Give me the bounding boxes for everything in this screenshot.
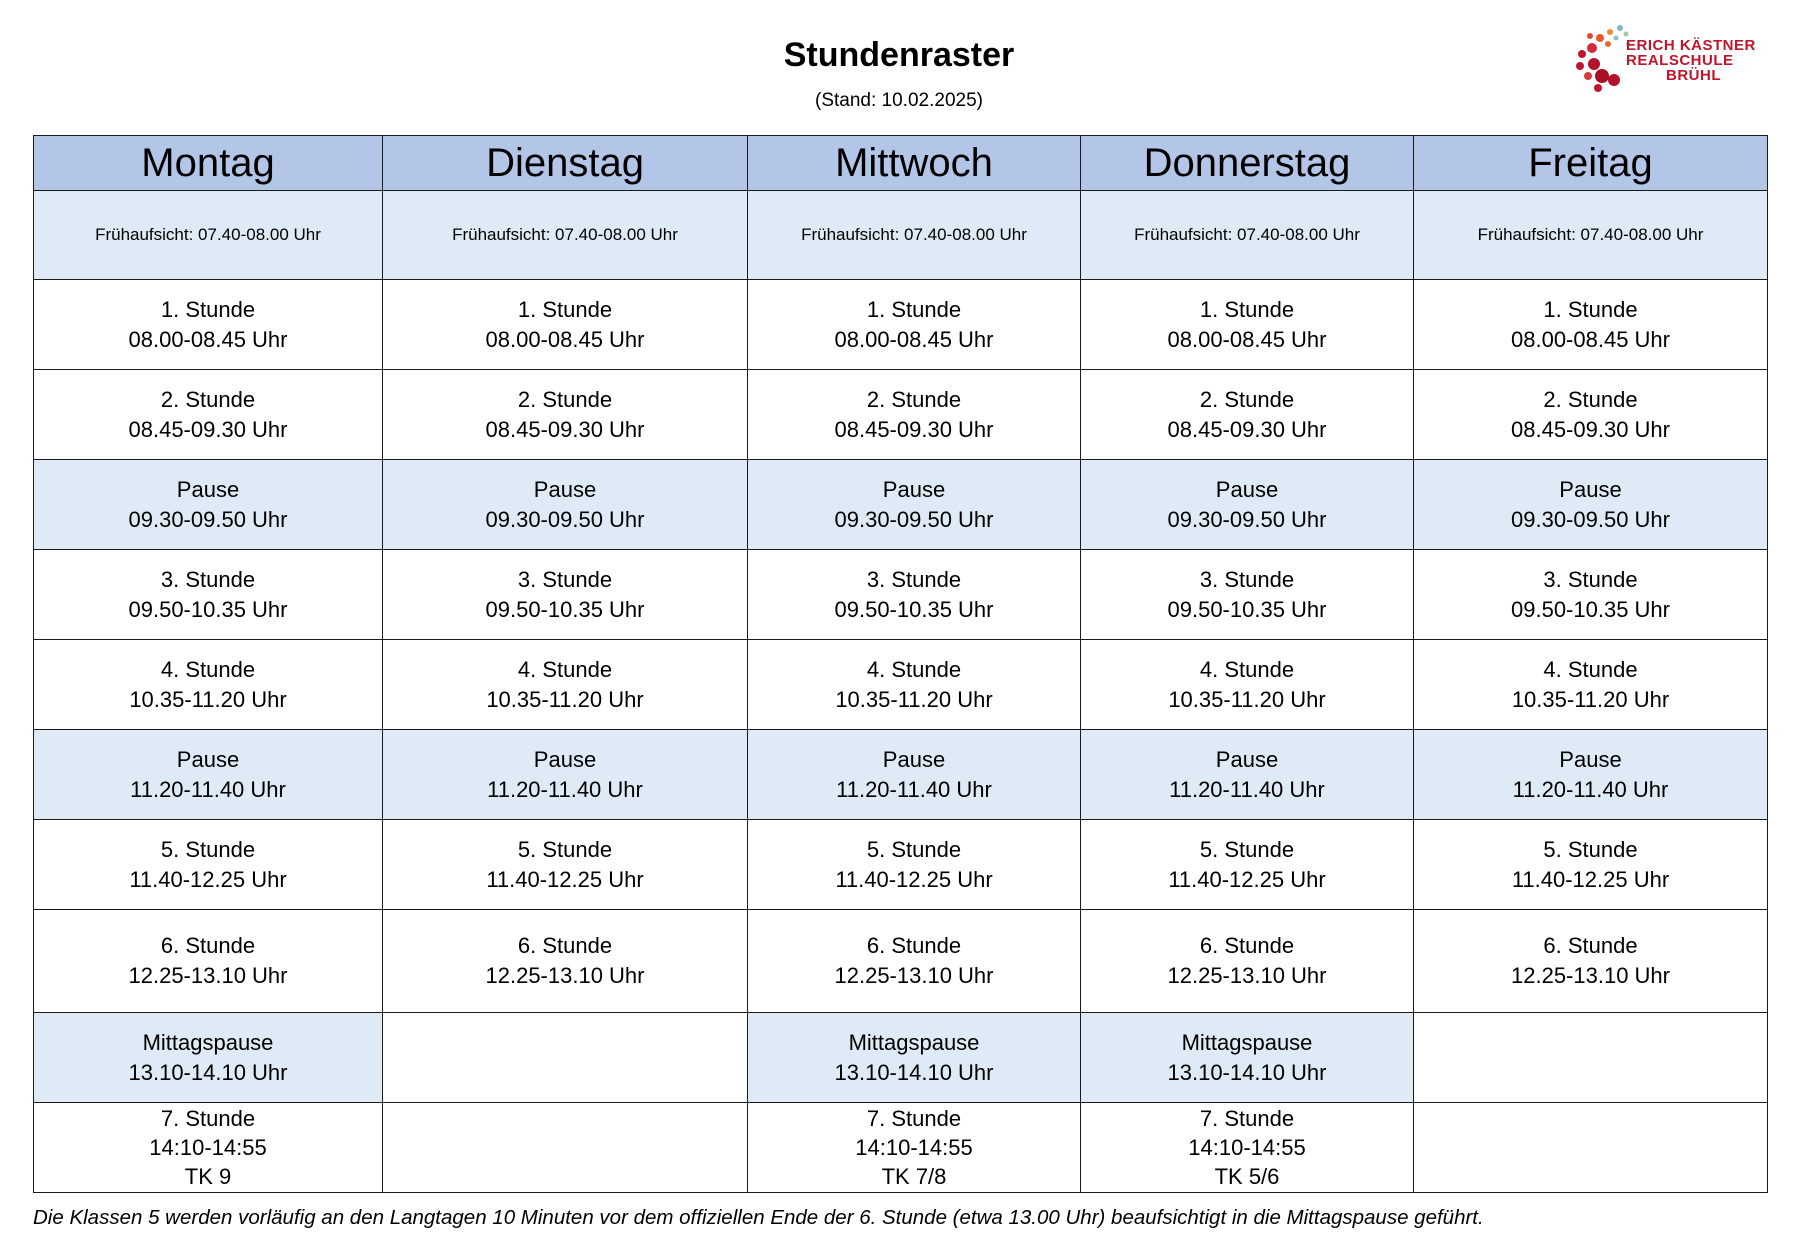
- cell-l6: [383, 910, 748, 1013]
- cell-label: Pause: [533, 746, 597, 772]
- cell-time: 12.25-13.10 Uhr: [485, 963, 645, 988]
- day-thursday: Donnerstag: [1081, 136, 1414, 191]
- cell-time: 10.35-11.20 Uhr: [129, 686, 287, 712]
- lesson-row: [34, 910, 1768, 1013]
- cell-time: 13.10-14.10 Uhr: [834, 1059, 994, 1085]
- cell-time: 11.40-12.25 Uhr: [129, 866, 287, 892]
- cell-time: 11.20-11.40 Uhr: [130, 776, 286, 802]
- cell-time: 11.20-11.40 Uhr: [836, 776, 992, 802]
- cell-p1: [383, 460, 748, 550]
- cell-empty: [383, 1103, 748, 1193]
- footnote: Die Klassen 5 werden vorläufig an den Langtagen 10 Minuten vor dem offiziellen Ende der 6. Stunde (etwa 13.00 Uhr) beaufsichtigt in die Mittagspause geführt.: [33, 1206, 1484, 1229]
- cell-p2: [1081, 730, 1414, 820]
- cell-label: 2. Stunde: [1543, 386, 1638, 412]
- lesson-row: [34, 820, 1768, 910]
- page-title: Stundenraster: [783, 36, 1015, 74]
- cell-l1: [1081, 280, 1414, 370]
- cell-label: 3. Stunde: [1199, 566, 1295, 592]
- cell-stunde7: [1081, 1103, 1414, 1193]
- day-friday: Freitag: [1414, 136, 1768, 191]
- mittagspause-row: [34, 1013, 1768, 1103]
- cell-label: 6. Stunde: [1199, 933, 1295, 958]
- cell-time: 12.25-13.10 Uhr: [834, 963, 994, 988]
- stunde7-row: [34, 1103, 1768, 1193]
- cell-l5: [34, 820, 383, 910]
- cell-label: 3. Stunde: [1543, 566, 1638, 592]
- cell-fruehaufsicht: Frühaufsicht: 07.40-08.00 Uhr: [1081, 191, 1414, 280]
- cell-time: 12.25-13.10 Uhr: [1167, 963, 1327, 988]
- cell-l4: [1414, 640, 1768, 730]
- cell-mittagspause: [748, 1013, 1081, 1103]
- cell-time: 09.30-09.50 Uhr: [834, 506, 994, 532]
- cell-l1: [34, 280, 383, 370]
- cell-label: 5. Stunde: [517, 836, 613, 862]
- cell-p2: [34, 730, 383, 820]
- cell-label: 5. Stunde: [1199, 836, 1295, 862]
- cell-stunde7: [34, 1103, 383, 1193]
- cell-label: 4. Stunde: [517, 656, 613, 682]
- cell-label: Pause: [533, 476, 597, 502]
- cell-time: 09.50-10.35 Uhr: [834, 596, 994, 622]
- logo-line-3: BRÜHL: [1666, 67, 1721, 84]
- cell-label: 1. Stunde: [866, 296, 962, 322]
- cell-label: 1. Stunde: [160, 296, 256, 322]
- cell-fruehaufsicht: Frühaufsicht: 07.40-08.00 Uhr: [1414, 191, 1768, 280]
- timetable: [33, 135, 1768, 1193]
- cell-label: 2. Stunde: [866, 386, 962, 412]
- cell-label: Pause: [176, 746, 240, 772]
- cell-p1: [748, 460, 1081, 550]
- cell-time: 12.25-13.10 Uhr: [1511, 963, 1670, 988]
- cell-time: 08.45-09.30 Uhr: [1167, 416, 1327, 442]
- cell-label: Pause: [176, 476, 240, 502]
- cell-l3: [34, 550, 383, 640]
- cell-time: 09.30-09.50 Uhr: [128, 506, 288, 532]
- cell-l5: [1081, 820, 1414, 910]
- cell-p1: [34, 460, 383, 550]
- cell-l6: [34, 910, 383, 1013]
- cell-mittagspause: [1081, 1013, 1414, 1103]
- cell-group: TK 5/6: [1214, 1164, 1280, 1189]
- cell-label: 5. Stunde: [866, 836, 962, 862]
- cell-l1: [748, 280, 1081, 370]
- pause-row: [34, 730, 1768, 820]
- cell-label: 4. Stunde: [866, 656, 962, 682]
- cell-l6: [1081, 910, 1414, 1013]
- cell-p2: [383, 730, 748, 820]
- cell-group: TK 9: [184, 1164, 232, 1189]
- logo-line-2: REALSCHULE: [1626, 52, 1734, 69]
- cell-time: 10.35-11.20 Uhr: [486, 686, 644, 712]
- cell-label: Pause: [1215, 746, 1279, 772]
- cell-l2: [748, 370, 1081, 460]
- cell-time: 09.30-09.50 Uhr: [485, 506, 645, 532]
- cell-l3: [1414, 550, 1768, 640]
- cell-l5: [1414, 820, 1768, 910]
- cell-l6: [1414, 910, 1768, 1013]
- cell-time: 10.35-11.20 Uhr: [1168, 686, 1326, 712]
- cell-time: 11.20-11.40 Uhr: [487, 776, 643, 802]
- cell-time: 14:10-14:55: [149, 1135, 267, 1160]
- cell-l3: [383, 550, 748, 640]
- cell-label: Pause: [1215, 476, 1279, 502]
- cell-time: 08.00-08.45 Uhr: [1167, 326, 1327, 352]
- cell-l1: [383, 280, 748, 370]
- cell-l2: [1414, 370, 1768, 460]
- day-header-row: [34, 136, 1768, 191]
- cell-l4: [34, 640, 383, 730]
- cell-label: 5. Stunde: [160, 836, 256, 862]
- logo-line-1: ERICH KÄSTNER: [1626, 37, 1756, 54]
- cell-time: 08.00-08.45 Uhr: [128, 326, 288, 352]
- cell-time: 09.30-09.50 Uhr: [1511, 506, 1670, 532]
- lesson-row: [34, 640, 1768, 730]
- cell-label: 3. Stunde: [517, 566, 613, 592]
- cell-label: Mittagspause: [848, 1029, 980, 1055]
- cell-label: 2. Stunde: [160, 386, 256, 412]
- cell-l4: [383, 640, 748, 730]
- cell-l6: [748, 910, 1081, 1013]
- cell-time: 10.35-11.20 Uhr: [835, 686, 993, 712]
- logo-dots-icon: [1570, 14, 1630, 96]
- cell-label: Pause: [1559, 746, 1622, 772]
- cell-time: 09.30-09.50 Uhr: [1167, 506, 1327, 532]
- cell-time: 12.25-13.10 Uhr: [128, 963, 288, 988]
- cell-label: Mittagspause: [1181, 1029, 1313, 1055]
- cell-stunde7: [748, 1103, 1081, 1193]
- cell-l3: [748, 550, 1081, 640]
- cell-label: 1. Stunde: [517, 296, 613, 322]
- cell-label: 6. Stunde: [1543, 933, 1638, 958]
- cell-label: 7. Stunde: [160, 1106, 256, 1131]
- cell-l2: [1081, 370, 1414, 460]
- cell-time: 13.10-14.10 Uhr: [128, 1059, 288, 1085]
- day-tuesday: Dienstag: [383, 136, 748, 191]
- school-logo: [1570, 14, 1760, 96]
- cell-l2: [34, 370, 383, 460]
- cell-label: 6. Stunde: [160, 933, 256, 958]
- cell-label: Pause: [882, 476, 946, 502]
- cell-label: 6. Stunde: [517, 933, 613, 958]
- cell-time: 11.40-12.25 Uhr: [835, 866, 993, 892]
- cell-l4: [748, 640, 1081, 730]
- cell-label: 7. Stunde: [866, 1106, 962, 1131]
- cell-time: 09.50-10.35 Uhr: [128, 596, 288, 622]
- cell-l1: [1414, 280, 1768, 370]
- cell-time: 14:10-14:55: [855, 1135, 973, 1160]
- cell-time: 08.45-09.30 Uhr: [485, 416, 645, 442]
- cell-l5: [748, 820, 1081, 910]
- cell-group: TK 7/8: [881, 1164, 947, 1189]
- cell-l5: [383, 820, 748, 910]
- cell-label: Pause: [1559, 476, 1622, 502]
- cell-empty: [1414, 1103, 1768, 1193]
- cell-label: Pause: [882, 746, 946, 772]
- lesson-row: [34, 280, 1768, 370]
- cell-p1: [1414, 460, 1768, 550]
- cell-time: 09.50-10.35 Uhr: [1167, 596, 1327, 622]
- cell-label: 4. Stunde: [160, 656, 256, 682]
- cell-fruehaufsicht: Frühaufsicht: 07.40-08.00 Uhr: [748, 191, 1081, 280]
- cell-time: 10.35-11.20 Uhr: [1511, 686, 1670, 712]
- pause-row: [34, 460, 1768, 550]
- cell-l2: [383, 370, 748, 460]
- cell-p2: [748, 730, 1081, 820]
- cell-time: 11.20-11.40 Uhr: [1169, 776, 1325, 802]
- cell-label: Mittagspause: [142, 1029, 274, 1055]
- cell-time: 08.45-09.30 Uhr: [834, 416, 994, 442]
- cell-time: 13.10-14.10 Uhr: [1167, 1059, 1327, 1085]
- cell-empty: [383, 1013, 748, 1103]
- cell-fruehaufsicht: Frühaufsicht: 07.40-08.00 Uhr: [34, 191, 383, 280]
- lesson-row: [34, 370, 1768, 460]
- day-monday: Montag: [34, 136, 383, 191]
- cell-time: 11.40-12.25 Uhr: [486, 866, 644, 892]
- cell-time: 08.45-09.30 Uhr: [128, 416, 288, 442]
- cell-label: 1. Stunde: [1199, 296, 1295, 322]
- cell-label: 5. Stunde: [1543, 836, 1638, 862]
- cell-p2: [1414, 730, 1768, 820]
- cell-label: 2. Stunde: [1199, 386, 1295, 412]
- cell-time: 11.20-11.40 Uhr: [1512, 776, 1669, 802]
- cell-label: 6. Stunde: [866, 933, 962, 958]
- lesson-row: [34, 550, 1768, 640]
- cell-time: 11.40-12.25 Uhr: [1511, 866, 1670, 892]
- cell-time: 08.00-08.45 Uhr: [1511, 326, 1670, 352]
- fruehaufsicht-row: [34, 191, 1768, 280]
- cell-time: 08.00-08.45 Uhr: [485, 326, 645, 352]
- cell-label: 7. Stunde: [1199, 1106, 1295, 1131]
- status-date: (Stand: 10.02.2025): [815, 90, 983, 111]
- cell-time: 11.40-12.25 Uhr: [1168, 866, 1326, 892]
- cell-time: 09.50-10.35 Uhr: [485, 596, 645, 622]
- cell-l3: [1081, 550, 1414, 640]
- day-wednesday: Mittwoch: [748, 136, 1081, 191]
- cell-label: 3. Stunde: [160, 566, 256, 592]
- cell-label: 4. Stunde: [1199, 656, 1295, 682]
- cell-time: 14:10-14:55: [1188, 1135, 1306, 1160]
- cell-empty: [1414, 1013, 1768, 1103]
- cell-l4: [1081, 640, 1414, 730]
- cell-time: 09.50-10.35 Uhr: [1511, 596, 1670, 622]
- cell-label: 2. Stunde: [517, 386, 613, 412]
- cell-label: 1. Stunde: [1543, 296, 1638, 322]
- cell-label: 4. Stunde: [1543, 656, 1638, 682]
- cell-p1: [1081, 460, 1414, 550]
- cell-fruehaufsicht: Frühaufsicht: 07.40-08.00 Uhr: [383, 191, 748, 280]
- cell-label: 3. Stunde: [866, 566, 962, 592]
- cell-time: 08.45-09.30 Uhr: [1511, 416, 1670, 442]
- cell-mittagspause: [34, 1013, 383, 1103]
- cell-time: 08.00-08.45 Uhr: [834, 326, 994, 352]
